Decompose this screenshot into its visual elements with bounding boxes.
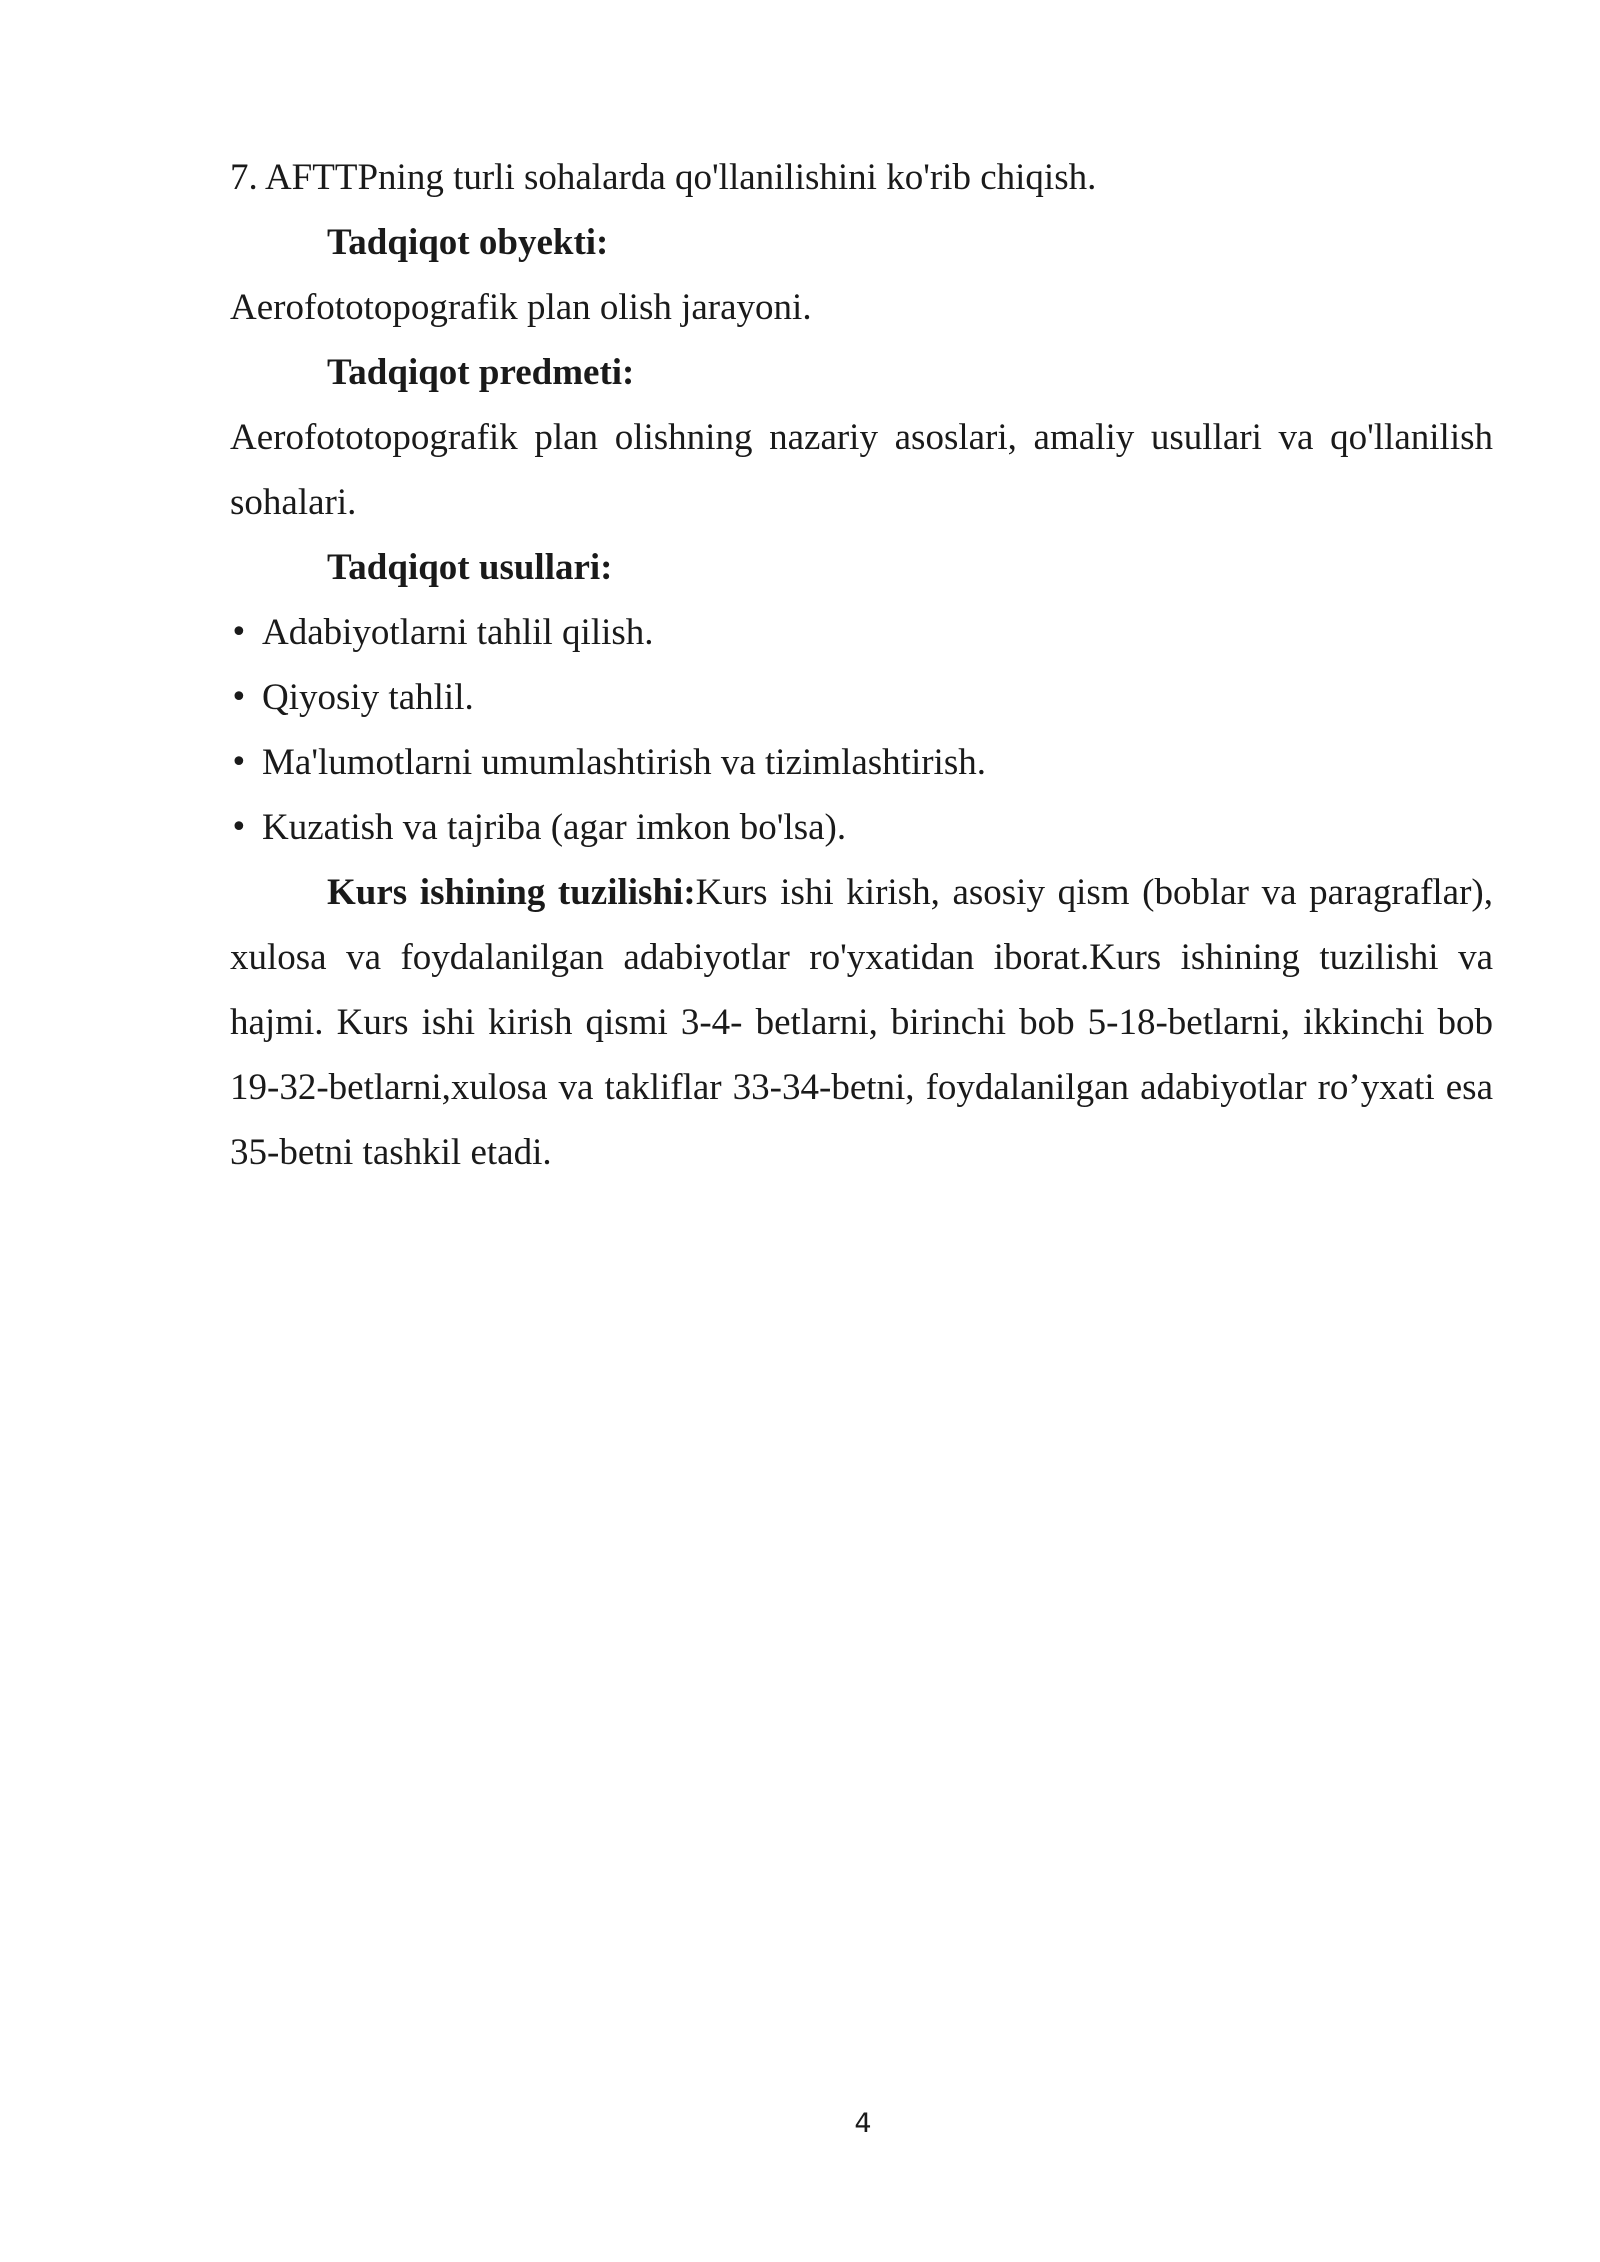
bullet-icon: • xyxy=(230,680,248,715)
subject-text: Aerofototopografik plan olishning nazariy asoslari, amaliy usullari va qo'llanilish sohalari. xyxy=(230,417,1493,523)
object-heading: Tadqiqot obyekti: xyxy=(327,222,609,263)
methods-list-item xyxy=(230,795,1493,860)
methods-list-item xyxy=(230,665,1493,730)
methods-list-item xyxy=(230,600,1493,665)
list-item-7: 7. AFTTPning turli sohalarda qo'llanilishini ko'rib chiqish. xyxy=(230,157,1097,198)
object-text: Aerofototopografik plan olish jarayoni. xyxy=(230,287,812,328)
methods-list-item-text: Ma'lumotlarni umumlashtirish va tizimlashtirish. xyxy=(262,742,986,783)
bullet-icon: • xyxy=(230,745,248,780)
methods-list-item xyxy=(230,730,1493,795)
methods-heading: Tadqiqot usullari: xyxy=(327,547,613,588)
methods-list xyxy=(230,600,1493,860)
methods-list-item-text: Qiyosiy tahlil. xyxy=(262,677,474,718)
methods-list-item-text: Kuzatish va tajriba (agar imkon bo'lsa). xyxy=(262,807,847,848)
page-number: 4 xyxy=(854,2108,872,2139)
structure-heading: Kurs ishining tuzilishi: xyxy=(327,872,696,913)
bullet-icon: • xyxy=(230,615,248,650)
subject-heading: Tadqiqot predmeti: xyxy=(327,352,635,393)
bullet-icon: • xyxy=(230,810,248,845)
structure-paragraph xyxy=(230,860,1493,1185)
structure-text: Kurs ishi kirish, asosiy qism (boblar va paragraflar), xulosa va foydalanilgan adabiyotlar ro'yxatidan iborat.Kurs ishining tuzilishi va hajmi. Kurs ishi kirish qismi 3-4- betlarni, birinchi bob 5-18-betlarni, ikkinchi bob 19-32-betlarni,xulosa va takliflar 33-34-betni, foydalanilgan adabiyotlar ro’yxati esa 35-betni tashkil etadi. xyxy=(230,872,1493,1173)
methods-list-item-text: Adabiyotlarni tahlil qilish. xyxy=(262,612,654,653)
page-content xyxy=(230,145,1493,1185)
